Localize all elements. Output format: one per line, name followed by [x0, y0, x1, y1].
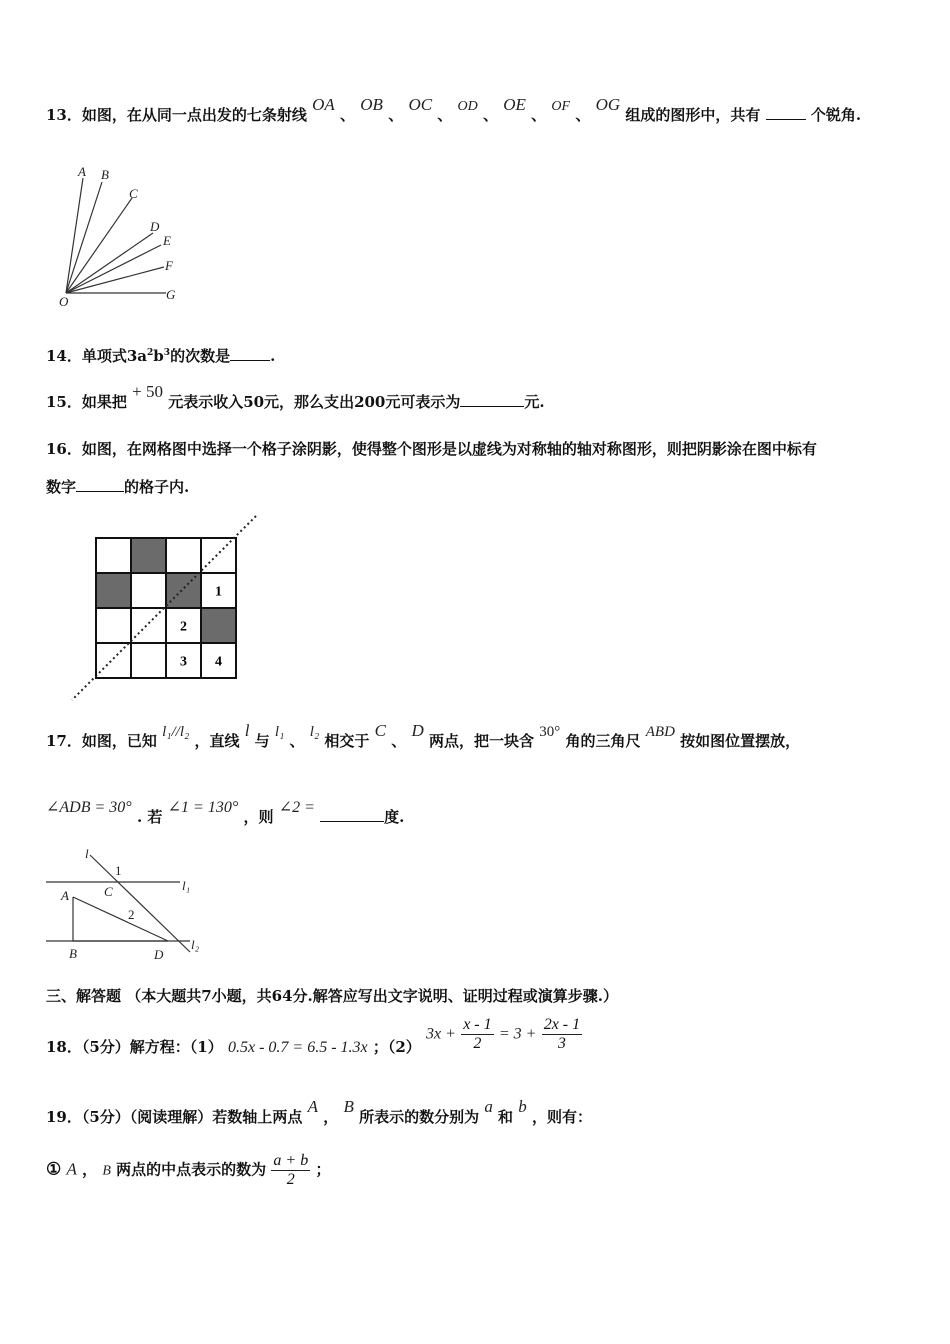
q13-sep: 、: [388, 106, 404, 124]
q13-sep: 、: [437, 106, 453, 124]
grid-cell-r2c1[interactable]: [96, 573, 131, 608]
q19-item-1-end: ；: [315, 1160, 331, 1179]
q15-suffix-b: 元.: [524, 393, 545, 411]
grid-cell-number: 1: [215, 584, 222, 600]
q19-b-point: B: [343, 1097, 354, 1116]
q19-suffix: ，则有：: [532, 1108, 593, 1126]
q13-suffix-a: 组成的图形中，共有: [625, 106, 761, 124]
q17-angle-2: ∠2 =: [278, 799, 315, 816]
label-e: E: [163, 233, 171, 248]
label-l2: l₂: [191, 937, 200, 952]
q17-answer-blank[interactable]: [320, 807, 384, 822]
q18-frac-1-num: x - 1: [463, 1016, 492, 1033]
q17-p8: . 若: [136, 808, 163, 826]
q19-item-1: [46, 1152, 330, 1189]
q18-eq2-a: 3x +: [426, 1025, 456, 1043]
grid-cell-r3c1[interactable]: [96, 608, 131, 643]
q14-coef: 3a: [126, 347, 148, 365]
label-c: C: [129, 186, 138, 201]
q19-item-1-b: B: [102, 1163, 111, 1179]
triangle-abd: [73, 897, 168, 941]
q16-text-2a: 数字: [46, 478, 77, 496]
q18-mid: ；（2）: [372, 1038, 421, 1056]
label-o: O: [59, 294, 69, 309]
ray-line-a: [66, 178, 83, 293]
label-d: D: [154, 947, 164, 962]
q19-a-var: a: [484, 1097, 493, 1116]
q19-midpoint-frac: [271, 1152, 310, 1189]
q17-figure: [40, 842, 215, 967]
label-l1: l₁: [182, 878, 191, 893]
q17-p6: 角的三角尺: [565, 732, 641, 750]
ray-oa: OA: [312, 95, 335, 114]
q17-l: l: [244, 721, 250, 740]
ray-line-e: [66, 245, 161, 293]
label-b: B: [101, 167, 109, 182]
ray-line-b: [66, 182, 102, 293]
label-d: D: [150, 219, 160, 234]
q17-p2: ，直线: [194, 732, 240, 750]
grid-cell-r2c3[interactable]: [166, 573, 201, 608]
q17-deg30: 30°: [539, 724, 561, 740]
q13-sep: 、: [340, 106, 356, 124]
label-c: C: [104, 884, 113, 899]
q18-eq1: 0.5x - 0.7 = 6.5 - 1.3x: [227, 1039, 368, 1056]
q16-text-2b: 的格子内.: [124, 478, 190, 496]
grid-cell-r1c3[interactable]: [166, 538, 201, 573]
label-l: l: [85, 846, 89, 861]
q19-item-1-circle: ①: [46, 1159, 62, 1180]
q19-prefix: 19．（5分）（阅读理解）若数轴上两点: [46, 1108, 303, 1126]
label-a: A: [61, 888, 69, 903]
q19-item-1-a: A: [66, 1159, 77, 1179]
grid-cell-r1c1[interactable]: [96, 538, 131, 573]
ray-ob: OB: [360, 95, 383, 114]
q17-c: C: [374, 721, 387, 740]
q13-prefix: 13．如图，在从同一点出发的七条射线: [46, 106, 307, 124]
q17-angle-adb: ∠ADB = 30°: [46, 799, 132, 816]
q13-sep: 、: [531, 106, 547, 124]
label-angle-1: 1: [115, 863, 122, 878]
q15-suffix-a: 元表示收入50元，那么支出200元可表示为: [168, 393, 461, 411]
q15-line: [46, 382, 545, 412]
q17-l1: l₁: [274, 724, 285, 740]
q19-frac-den: 2: [286, 1171, 295, 1188]
q17-angle-1: ∠1 = 130°: [167, 799, 239, 816]
label-angle-2: 2: [128, 907, 135, 922]
section-3-text: 三、解答题 （本大题共7小题，共64分.解答应写出文字说明、证明过程或演算步骤.）: [46, 987, 618, 1005]
grid-cell-r2c2[interactable]: [131, 573, 166, 608]
q14-b: b: [153, 347, 164, 365]
grid-cell-r4c1[interactable]: [96, 643, 131, 678]
q17-abd: ABD: [645, 724, 675, 740]
grid-cell-number: 3: [180, 654, 187, 670]
line-l: [90, 855, 190, 952]
q14-suffix-a: 的次数是: [170, 347, 231, 365]
q14-exp-a: 2: [147, 348, 154, 358]
q13-sep: 、: [575, 106, 591, 124]
q17-sep2: 、: [391, 732, 407, 750]
q13-sep: 、: [483, 106, 499, 124]
q17-l2: l₂: [309, 724, 320, 740]
grid-cell-number: 4: [215, 654, 222, 670]
q16-text-1: 16．如图，在网格图中选择一个格子涂阴影，使得整个图形是以虚线为对称轴的轴对称图形，则把阴影涂在图中标有: [46, 440, 817, 458]
q19-a-point: A: [307, 1097, 318, 1116]
q17-p10: 度.: [384, 808, 405, 826]
grid-cell-r1c2[interactable]: [131, 538, 166, 573]
q18-eq2-b: = 3 +: [498, 1025, 537, 1043]
q17-p9: ，则: [243, 808, 274, 826]
q17-parallel: l₁//l₂: [162, 724, 190, 740]
q15-answer-blank[interactable]: [460, 392, 524, 407]
q19-line: [46, 1097, 593, 1127]
q17-p3: 与: [254, 732, 270, 750]
q17-p7: 按如图位置摆放，: [680, 732, 801, 750]
q17-line-2: [46, 799, 405, 827]
q18-line: [46, 1016, 582, 1066]
q14-prefix: 14．单项式: [46, 347, 127, 365]
q14-suffix-b: .: [270, 347, 276, 365]
grid-cell-r1c4[interactable]: [201, 538, 236, 573]
q14-line: [46, 345, 275, 366]
q17-p5: 两点，把一块含: [429, 732, 535, 750]
ray-oc: OC: [408, 95, 433, 114]
q19-item-1-comma: ，: [82, 1160, 98, 1179]
q19-b-var: b: [518, 1097, 527, 1116]
ray-og: OG: [595, 95, 621, 114]
q19-comma: ，: [323, 1108, 339, 1126]
label-b: B: [69, 946, 77, 961]
grid-cell-r4c2[interactable]: [131, 643, 166, 678]
q19-and: 和: [498, 1108, 514, 1126]
q18-eq2: [426, 1016, 582, 1053]
q16-grid-figure: [68, 510, 264, 706]
q18-frac-2-den: 3: [557, 1035, 566, 1052]
q18-frac-1-den: 2: [473, 1035, 482, 1052]
grid-cell-r3c4[interactable]: [201, 608, 236, 643]
q13-line: [46, 95, 862, 125]
q17-d: D: [411, 721, 424, 740]
q18-prefix: 18．（5分）解方程：（1）: [46, 1038, 223, 1056]
section-3-heading: [46, 985, 618, 1006]
grid-cell-r3c2[interactable]: [131, 608, 166, 643]
q13-rays-figure: [50, 160, 190, 310]
q17-p4: 相交于: [324, 732, 370, 750]
ray-line-c: [66, 198, 132, 293]
ray-line-d: [66, 233, 153, 293]
q17-line-1: [46, 721, 801, 751]
q17-sep: 、: [289, 732, 305, 750]
q16-line-1: [46, 438, 817, 459]
q14-expr: [127, 347, 170, 365]
q18-frac-2-num: 2x - 1: [543, 1016, 581, 1033]
ray-of: OF: [551, 99, 571, 114]
label-g: G: [166, 287, 176, 302]
q13-suffix-b: 个锐角.: [810, 106, 862, 124]
grid-cell-number: 2: [180, 619, 187, 635]
q19-frac-num: a + b: [273, 1152, 309, 1169]
q15-value: + 50: [132, 382, 163, 401]
q19-item-1-text: 两点的中点表示的数为: [116, 1160, 267, 1179]
q13-answer-blank[interactable]: [766, 105, 806, 120]
ray-oe: OE: [503, 95, 526, 114]
q14-answer-blank[interactable]: [230, 346, 270, 361]
q18-frac-1: [461, 1016, 493, 1053]
label-a: A: [78, 164, 86, 179]
ray-od: OD: [457, 99, 478, 114]
q15-prefix: 15．如果把: [46, 393, 127, 411]
q14-exp-b: 3: [163, 348, 171, 358]
q16-answer-blank[interactable]: [76, 477, 124, 492]
q17-p1: 17．如图，已知: [46, 732, 157, 750]
label-f: F: [165, 258, 173, 273]
q18-frac-2: [542, 1016, 582, 1053]
q19-mid: 所表示的数分别为: [359, 1108, 480, 1126]
q16-line-2: [46, 476, 189, 497]
